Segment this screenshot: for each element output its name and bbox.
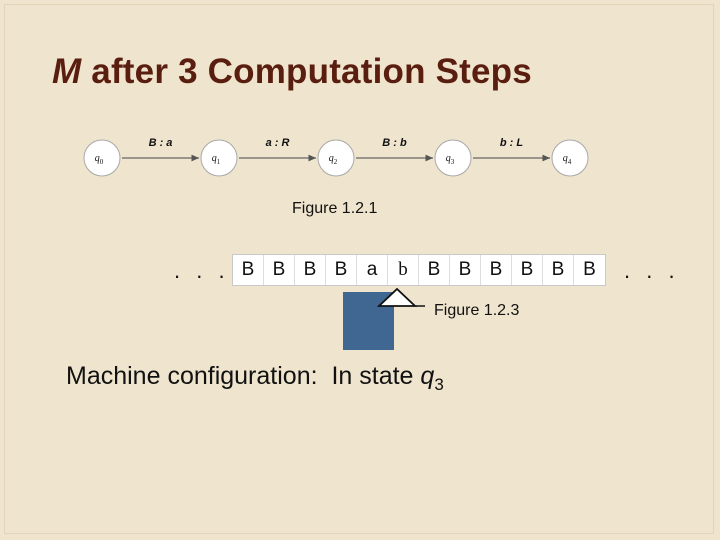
- title-machine-variable: M: [52, 52, 82, 91]
- configuration-state-prefix: In state: [331, 362, 421, 390]
- tape-cell: B: [481, 255, 512, 285]
- transition-label-q3-q4: b : L: [499, 137, 524, 149]
- tape: [232, 254, 606, 286]
- state-label-q2: $q_2$: [328, 153, 338, 166]
- figure-caption-tape: Figure 1.2.3: [434, 302, 520, 319]
- state-label-q4: $q_4$: [562, 153, 572, 166]
- tape-cell: B: [326, 255, 357, 285]
- configuration-label: Machine configuration:: [66, 362, 318, 390]
- tape-cell: B: [295, 255, 326, 285]
- slide-title: [52, 52, 532, 92]
- figure-caption-state-diagram: Figure 1.2.1: [292, 200, 378, 217]
- tape-cell: a: [357, 255, 388, 285]
- tape-left-ellipsis: . . .: [174, 258, 230, 283]
- state-label-q3: $q_3$: [445, 153, 455, 166]
- tape-cell: B: [264, 255, 295, 285]
- transition-label-q2-q3: B : b: [382, 137, 407, 149]
- configuration-state-variable: $q_3$: [420, 362, 444, 394]
- state-diagram: [80, 128, 600, 188]
- tape-cell: B: [583, 259, 596, 280]
- tape-cell: B: [450, 255, 481, 285]
- read-head-pointer-icon: [377, 286, 427, 308]
- transition-label-q1-q2: a : R: [265, 137, 290, 149]
- title-text: after 3 Computation Steps: [81, 52, 532, 91]
- state-label-q1: $q_1$: [211, 153, 221, 166]
- tape-cell: B: [543, 255, 574, 285]
- tape-cell: B: [512, 255, 543, 285]
- state-label-q0: $q_0$: [94, 153, 104, 166]
- configuration-state-subscript: 3: [434, 375, 444, 394]
- tape-cell: B: [233, 255, 264, 285]
- tape-cell-under-head: b: [388, 255, 419, 285]
- tape-cell: B: [419, 255, 450, 285]
- transition-label-q0-q1: B : a: [148, 137, 173, 149]
- machine-configuration-line: [64, 362, 444, 395]
- tape-right-ellipsis: . . .: [624, 258, 680, 283]
